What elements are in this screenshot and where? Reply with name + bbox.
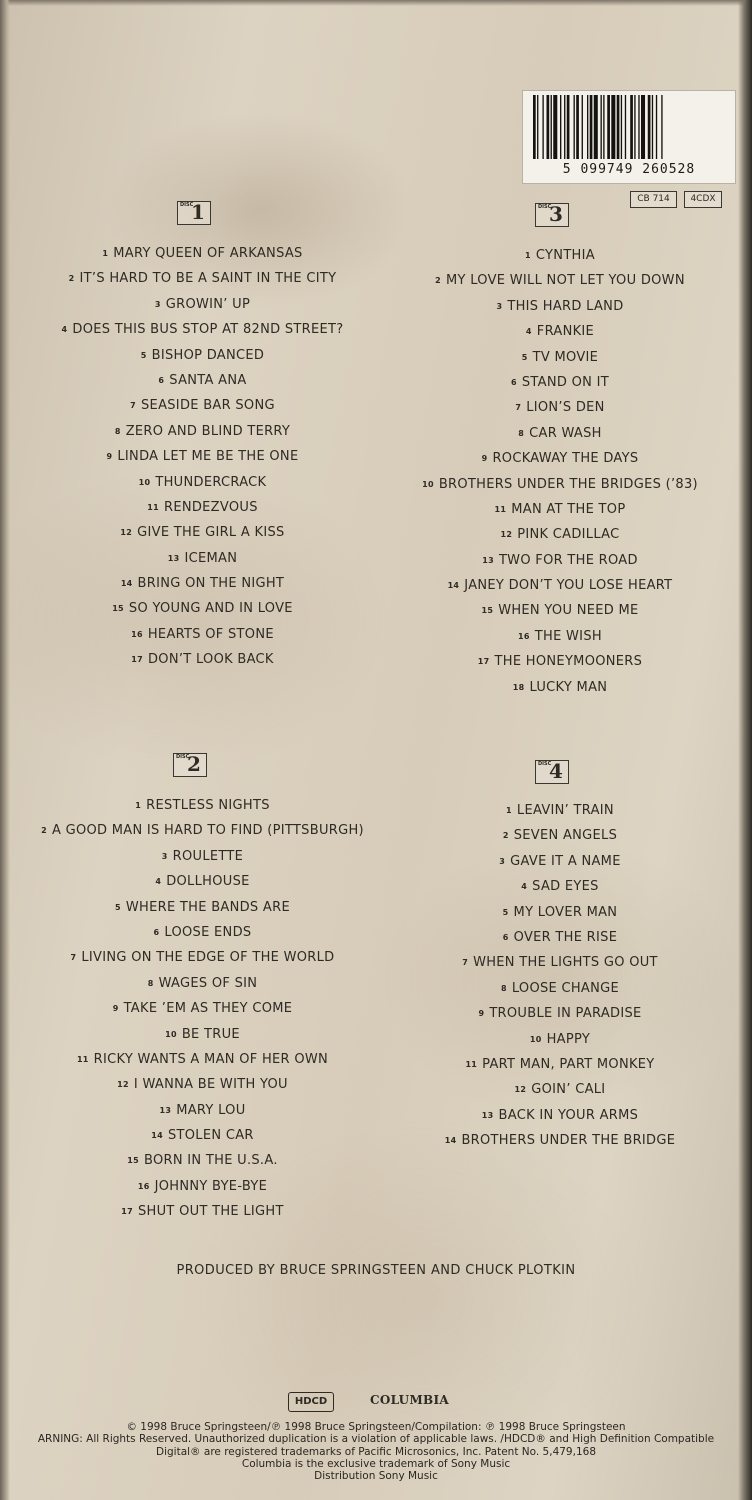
track-item bbox=[365, 1001, 752, 1026]
track-number: 4 bbox=[61, 325, 68, 335]
track-item bbox=[0, 1123, 405, 1148]
track-title: SEASIDE BAR SONG bbox=[141, 398, 275, 414]
track-title: LUCKY MAN bbox=[529, 679, 608, 695]
track-title: WHERE THE BANDS ARE bbox=[125, 899, 290, 915]
track-item bbox=[365, 976, 752, 1001]
track-item bbox=[0, 818, 405, 843]
track-title: FRANKIE bbox=[536, 324, 595, 340]
track-title: DOES THIS BUS STOP AT 82ND STREET? bbox=[72, 322, 344, 338]
track-item bbox=[365, 675, 752, 700]
track-item bbox=[365, 243, 752, 268]
track-title: DON’T LOOK BACK bbox=[147, 652, 274, 668]
track-number: 7 bbox=[462, 958, 469, 968]
track-item bbox=[365, 522, 752, 547]
track-number: 12 bbox=[117, 1080, 129, 1090]
track-item bbox=[0, 444, 405, 469]
track-item bbox=[365, 1103, 752, 1128]
track-item bbox=[365, 345, 752, 370]
track-item bbox=[365, 446, 752, 471]
barcode-bar bbox=[551, 95, 552, 159]
track-item bbox=[0, 343, 405, 368]
track-title: BRING ON THE NIGHT bbox=[137, 576, 285, 592]
barcode-bar bbox=[656, 95, 657, 159]
track-number: 2 bbox=[435, 276, 442, 286]
track-item bbox=[365, 624, 752, 649]
track-number: 17 bbox=[121, 1207, 133, 1217]
track-number: 13 bbox=[481, 1110, 494, 1120]
track-title: WAGES OF SIN bbox=[158, 975, 258, 991]
track-number: 4 bbox=[155, 877, 162, 887]
track-item bbox=[0, 1047, 405, 1072]
track-number: 8 bbox=[500, 983, 507, 993]
track-item bbox=[365, 798, 752, 823]
track-number: 4 bbox=[521, 882, 528, 892]
disc-3-tracklist bbox=[365, 243, 752, 700]
track-number: 18 bbox=[512, 682, 525, 692]
track-title: BISHOP DANCED bbox=[151, 347, 265, 363]
track-title: CAR WASH bbox=[529, 425, 602, 441]
track-item bbox=[0, 241, 405, 266]
barcode-bar bbox=[625, 95, 626, 159]
barcode-bar bbox=[553, 95, 557, 159]
track-item bbox=[0, 1098, 405, 1123]
track-title: LOOSE ENDS bbox=[164, 924, 252, 940]
barcode-bar bbox=[582, 95, 583, 159]
barcode-number: 5 099749 260528 bbox=[562, 162, 696, 177]
track-number: 13 bbox=[482, 555, 494, 565]
barcode-bar bbox=[638, 95, 639, 159]
producer-credit: PRODUCED BY BRUCE SPRINGSTEEN AND CHUCK PLOTKIN bbox=[176, 1263, 576, 1278]
track-title: HAPPY bbox=[546, 1031, 591, 1047]
disc-4-label bbox=[535, 760, 569, 784]
barcode-bar bbox=[601, 95, 602, 159]
legal-notice bbox=[0, 1421, 752, 1482]
track-title: IT’S HARD TO BE A SAINT IN THE CITY bbox=[79, 271, 337, 287]
track-number: 1 bbox=[102, 249, 109, 258]
barcode-bar bbox=[537, 95, 538, 159]
barcode-bar bbox=[603, 95, 604, 159]
track-title: BACK IN YOUR ARMS bbox=[498, 1107, 639, 1123]
track-number: 4 bbox=[525, 327, 532, 337]
track-number: 13 bbox=[167, 553, 180, 563]
track-item bbox=[365, 472, 752, 497]
track-number: 1 bbox=[135, 801, 142, 810]
track-number: 11 bbox=[494, 504, 507, 514]
track-title: CYNTHIA bbox=[535, 248, 595, 263]
barcode-bar bbox=[542, 95, 543, 159]
disc-4-tracklist bbox=[365, 798, 752, 1153]
track-title: THE HONEYMOONERS bbox=[494, 654, 643, 670]
disc-2-label bbox=[173, 753, 207, 777]
legal-line: Digital® are registered trademarks of Pacific Microsonics, Inc. Patent No. 5,479,168 bbox=[156, 1445, 596, 1458]
track-item bbox=[0, 1072, 405, 1097]
track-item bbox=[365, 1128, 752, 1153]
track-title: MY LOVE WILL NOT LET YOU DOWN bbox=[446, 273, 685, 289]
track-item bbox=[0, 971, 405, 996]
track-title: TWO FOR THE ROAD bbox=[498, 552, 638, 568]
track-item bbox=[365, 649, 752, 674]
track-title: PINK CADILLAC bbox=[517, 527, 620, 543]
track-number: 14 bbox=[120, 579, 133, 589]
track-title: ICEMAN bbox=[184, 550, 238, 566]
track-number: 17 bbox=[131, 655, 143, 665]
track-title: SANTA ANA bbox=[169, 372, 247, 388]
track-title: TV MOVIE bbox=[532, 349, 599, 365]
track-item bbox=[365, 497, 752, 522]
track-title: OVER THE RISE bbox=[513, 929, 618, 945]
track-number: 15 bbox=[127, 1156, 139, 1166]
track-title: RICKY WANTS A MAN OF HER OWN bbox=[93, 1051, 329, 1067]
track-title: THE WISH bbox=[534, 628, 602, 644]
barcode-bar bbox=[574, 95, 575, 159]
track-item bbox=[0, 368, 405, 393]
track-item bbox=[365, 874, 752, 899]
barcode-bar bbox=[533, 95, 536, 159]
track-number: 15 bbox=[481, 606, 494, 616]
track-item bbox=[365, 598, 752, 623]
track-number: 12 bbox=[120, 528, 133, 538]
track-item bbox=[365, 900, 752, 925]
barcode-bars bbox=[533, 95, 725, 161]
track-number: 16 bbox=[131, 629, 143, 639]
track-title: BROTHERS UNDER THE BRIDGE bbox=[461, 1133, 676, 1149]
barcode-bar bbox=[617, 95, 620, 159]
track-item bbox=[365, 268, 752, 293]
track-title: JANEY DON’T YOU LOSE HEART bbox=[464, 578, 673, 594]
track-number: 14 bbox=[447, 581, 460, 591]
track-item bbox=[0, 996, 405, 1021]
catalog-code-4cdx: 4CDX bbox=[684, 191, 722, 208]
track-title: LION’S DEN bbox=[526, 400, 605, 416]
track-item bbox=[0, 1199, 405, 1224]
legal-line: Distribution Sony Music bbox=[314, 1470, 438, 1483]
track-item bbox=[365, 294, 752, 319]
track-number: 1 bbox=[525, 251, 531, 260]
track-item bbox=[0, 470, 405, 495]
track-item bbox=[0, 869, 405, 894]
track-title: WHEN THE LIGHTS GO OUT bbox=[473, 955, 658, 971]
disc-word: DISC bbox=[176, 754, 190, 760]
track-title: TROUBLE IN PARADISE bbox=[489, 1006, 642, 1022]
track-number: 6 bbox=[158, 375, 165, 385]
disc-word: DISC bbox=[538, 204, 552, 210]
barcode-bar bbox=[567, 95, 570, 159]
track-item bbox=[0, 1174, 405, 1199]
track-title: STAND ON IT bbox=[521, 374, 609, 390]
track-title: SAD EYES bbox=[532, 879, 599, 895]
box-top-edge bbox=[0, 0, 752, 6]
track-title: JOHNNY BYE-BYE bbox=[154, 1178, 268, 1194]
track-item bbox=[365, 370, 752, 395]
track-title: PART MAN, PART MONKEY bbox=[482, 1056, 655, 1072]
track-title: GAVE IT A NAME bbox=[510, 853, 621, 869]
barcode-bar bbox=[621, 95, 622, 159]
track-title: THUNDERCRACK bbox=[155, 474, 267, 490]
track-item bbox=[0, 292, 405, 317]
track-title: MARY LOU bbox=[176, 1102, 246, 1118]
barcode-bar bbox=[587, 95, 588, 159]
track-title: THIS HARD LAND bbox=[507, 298, 624, 314]
track-number: 10 bbox=[422, 479, 434, 489]
track-item bbox=[0, 844, 405, 869]
track-item bbox=[0, 793, 405, 818]
barcode-bar bbox=[590, 95, 593, 159]
legal-line: ARNING: All Rights Reserved. Unauthorized duplication is a violation of applicable laws. /HDCD® and High Definition Compatible bbox=[37, 1433, 715, 1446]
track-number: 8 bbox=[147, 978, 154, 988]
disc-word: DISC bbox=[538, 761, 552, 767]
track-item bbox=[365, 421, 752, 446]
barcode-bar bbox=[547, 95, 550, 159]
track-title: BE TRUE bbox=[181, 1026, 240, 1042]
track-item bbox=[365, 823, 752, 848]
track-item bbox=[0, 419, 405, 444]
barcode-bar bbox=[576, 95, 579, 159]
track-item bbox=[365, 1027, 752, 1052]
track-title: SHUT OUT THE LIGHT bbox=[137, 1204, 284, 1220]
track-number: 14 bbox=[151, 1131, 163, 1141]
disc-2-tracklist bbox=[0, 793, 405, 1225]
barcode-bar bbox=[607, 95, 610, 159]
track-item bbox=[365, 849, 752, 874]
track-number: 8 bbox=[114, 426, 121, 436]
track-number: 12 bbox=[514, 1085, 527, 1095]
track-title: LIVING ON THE EDGE OF THE WORLD bbox=[81, 950, 335, 966]
track-item bbox=[0, 520, 405, 545]
track-number: 12 bbox=[500, 530, 513, 540]
barcode-bar bbox=[641, 95, 645, 159]
track-item bbox=[0, 495, 405, 520]
barcode-bar bbox=[560, 95, 561, 159]
barcode-bar bbox=[652, 95, 653, 159]
disc-number: 3 bbox=[549, 202, 563, 226]
track-title: DOLLHOUSE bbox=[166, 874, 250, 890]
track-title: SEVEN ANGELS bbox=[513, 828, 618, 844]
track-title: ZERO AND BLIND TERRY bbox=[125, 423, 291, 439]
track-number: 7 bbox=[70, 953, 77, 963]
track-title: TAKE ’EM AS THEY COME bbox=[123, 1001, 293, 1017]
columbia-logo: COLUMBIA bbox=[370, 1393, 449, 1407]
disc-number: 2 bbox=[187, 752, 201, 776]
track-number: 9 bbox=[478, 1009, 485, 1019]
track-number: 3 bbox=[154, 299, 161, 309]
track-title: I WANNA BE WITH YOU bbox=[133, 1077, 288, 1093]
barcode-bar bbox=[661, 95, 662, 159]
track-number: 7 bbox=[515, 403, 522, 413]
track-title: ROULETTE bbox=[172, 848, 244, 864]
track-title: WHEN YOU NEED ME bbox=[498, 603, 639, 619]
barcode-bar bbox=[630, 95, 633, 159]
track-item bbox=[0, 945, 405, 970]
track-number: 10 bbox=[529, 1034, 542, 1044]
track-title: A GOOD MAN IS HARD TO FIND (PITTSBURGH) bbox=[51, 823, 364, 839]
track-item bbox=[0, 1148, 405, 1173]
track-number: 3 bbox=[161, 851, 168, 861]
track-number: 11 bbox=[147, 502, 159, 512]
track-number: 2 bbox=[502, 831, 509, 841]
track-number: 5 bbox=[521, 352, 528, 362]
track-item bbox=[0, 895, 405, 920]
track-number: 16 bbox=[137, 1181, 150, 1191]
track-number: 7 bbox=[130, 401, 136, 411]
track-number: 3 bbox=[499, 856, 506, 866]
disc-word: DISC bbox=[180, 202, 194, 208]
disc-1-label bbox=[177, 201, 211, 225]
track-item bbox=[365, 395, 752, 420]
track-number: 11 bbox=[465, 1059, 478, 1069]
barcode-bar bbox=[564, 95, 565, 159]
track-title: MY LOVER MAN bbox=[513, 904, 618, 920]
disc-number: 1 bbox=[191, 200, 205, 224]
track-number: 2 bbox=[68, 274, 75, 284]
disc-3-label bbox=[535, 203, 569, 227]
track-number: 9 bbox=[106, 452, 113, 462]
track-item bbox=[365, 950, 752, 975]
track-number: 6 bbox=[502, 932, 509, 942]
track-item bbox=[0, 266, 405, 291]
track-item bbox=[365, 1052, 752, 1077]
track-title: GIVE THE GIRL A KISS bbox=[137, 525, 285, 541]
track-title: GROWIN’ UP bbox=[165, 296, 251, 312]
barcode-bar bbox=[611, 95, 615, 159]
track-item bbox=[0, 317, 405, 342]
track-title: RENDEZVOUS bbox=[163, 499, 258, 515]
track-number: 10 bbox=[165, 1029, 177, 1039]
track-title: HEARTS OF STONE bbox=[147, 626, 274, 642]
hdcd-logo: HDCD bbox=[288, 1392, 334, 1412]
track-item bbox=[0, 571, 405, 596]
track-item bbox=[0, 596, 405, 621]
track-title: BORN IN THE U.S.A. bbox=[143, 1153, 278, 1169]
track-number: 15 bbox=[112, 604, 124, 614]
track-title: ROCKAWAY THE DAYS bbox=[492, 451, 639, 467]
track-title: LEAVIN’ TRAIN bbox=[516, 803, 614, 818]
track-title: BROTHERS UNDER THE BRIDGES (’83) bbox=[438, 476, 698, 492]
barcode-bar bbox=[634, 95, 635, 159]
track-title: STOLEN CAR bbox=[167, 1128, 254, 1144]
track-item bbox=[365, 573, 752, 598]
disc-1-tracklist bbox=[0, 241, 405, 673]
track-number: 16 bbox=[518, 631, 530, 641]
track-item bbox=[365, 319, 752, 344]
legal-line: © 1998 Bruce Springsteen/℗ 1998 Bruce Springsteen/Compilation: ℗ 1998 Bruce Springsteen bbox=[126, 1421, 626, 1433]
track-number: 9 bbox=[481, 454, 488, 464]
track-number: 2 bbox=[41, 826, 47, 836]
track-item bbox=[0, 920, 405, 945]
track-title: GOIN’ CALI bbox=[531, 1082, 606, 1098]
track-title: MAN AT THE TOP bbox=[511, 501, 626, 517]
track-item bbox=[0, 546, 405, 571]
track-number: 8 bbox=[518, 428, 525, 438]
track-number: 9 bbox=[112, 1004, 119, 1014]
track-number: 17 bbox=[477, 657, 490, 667]
track-item bbox=[365, 925, 752, 950]
catalog-code-cb: CB 714 bbox=[630, 191, 677, 208]
track-number: 6 bbox=[153, 927, 160, 937]
track-title: MARY QUEEN OF ARKANSAS bbox=[113, 246, 303, 261]
track-title: LINDA LET ME BE THE ONE bbox=[117, 449, 299, 465]
track-item bbox=[0, 393, 405, 418]
track-number: 1 bbox=[506, 806, 512, 815]
track-item bbox=[0, 647, 405, 672]
track-number: 13 bbox=[159, 1105, 172, 1115]
legal-line: Columbia is the exclusive trademark of Sony Music bbox=[241, 1457, 511, 1470]
track-item bbox=[0, 622, 405, 647]
track-number: 6 bbox=[511, 377, 517, 387]
track-item bbox=[0, 1022, 405, 1047]
track-number: 5 bbox=[115, 902, 121, 912]
barcode-bar bbox=[594, 95, 598, 159]
track-number: 14 bbox=[444, 1136, 457, 1146]
track-title: RESTLESS NIGHTS bbox=[146, 798, 270, 813]
barcode bbox=[522, 90, 736, 184]
track-number: 3 bbox=[496, 301, 503, 311]
track-number: 10 bbox=[138, 477, 151, 487]
track-number: 5 bbox=[502, 907, 509, 917]
barcode-bar bbox=[648, 95, 651, 159]
track-title: SO YOUNG AND IN LOVE bbox=[128, 601, 293, 617]
track-item bbox=[365, 548, 752, 573]
track-title: LOOSE CHANGE bbox=[511, 980, 620, 996]
disc-number: 4 bbox=[549, 759, 563, 783]
track-number: 11 bbox=[76, 1054, 89, 1064]
track-number: 5 bbox=[140, 350, 147, 360]
track-item bbox=[365, 1077, 752, 1102]
